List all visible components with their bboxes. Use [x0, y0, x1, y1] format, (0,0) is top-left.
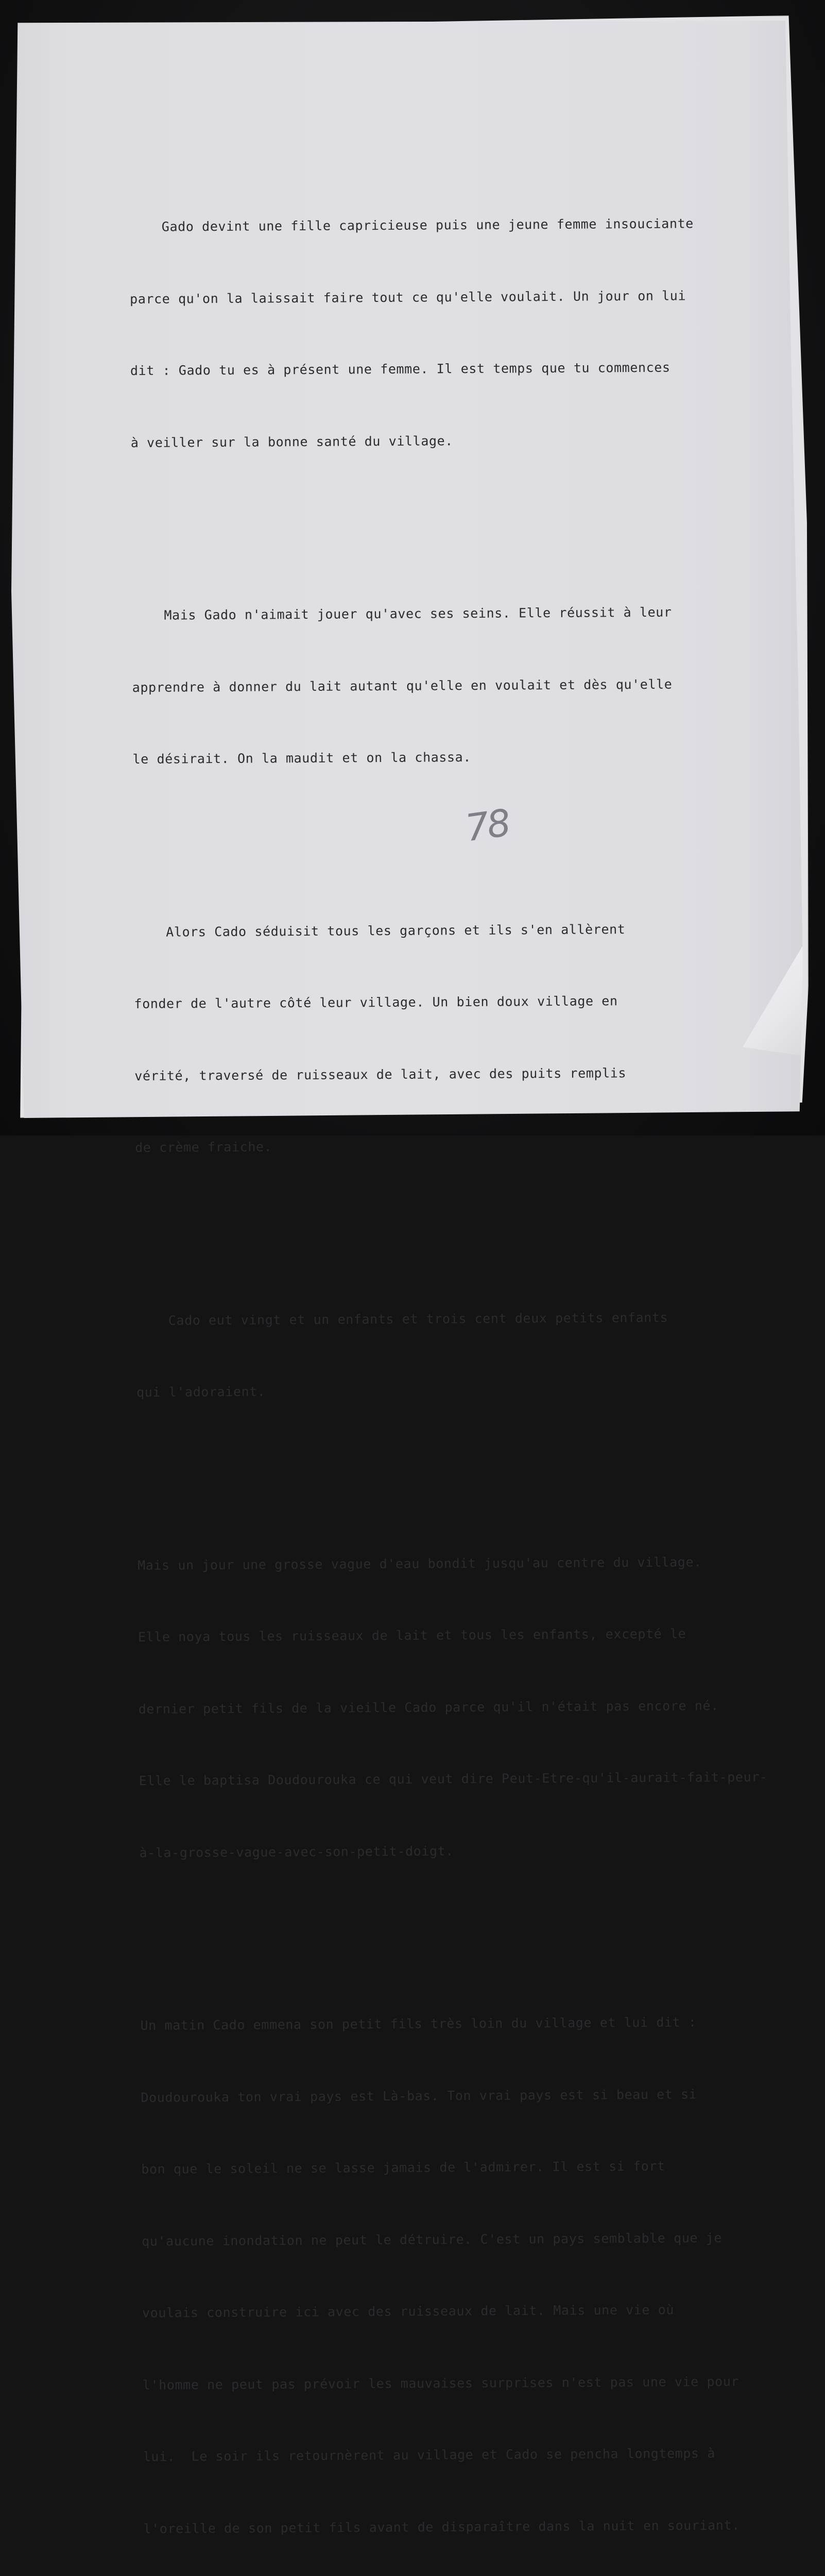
paragraph-5 — [137, 1502, 783, 1913]
text-line: à veiller sur la bonne santé du village. — [130, 433, 453, 450]
text-line: fonder de l'autre côté leur village. Un bien doux village en — [134, 993, 618, 1011]
paragraph-6 — [140, 1962, 787, 2576]
text-line: Mais Gado n'aimait jouer qu'avec ses seins. Elle réussit à leur — [131, 604, 672, 623]
text-line: à-la-grosse-vague-avec-son-petit-doigt. — [139, 1843, 454, 1860]
text-line: apprendre à donner du lait autant qu'elle en voulait et dès qu'elle — [132, 676, 673, 695]
text-line: Alors Cado séduisit tous les garçons et ils s'en allèrent — [133, 921, 626, 940]
text-line: de crème fraiche. — [135, 1139, 272, 1155]
text-line: Gado devint une fille capricieuse puis une jeune femme insouciante — [129, 216, 694, 234]
text-line: dernier petit fils de la vieille Cado parce qu'il n'était pas encore né. — [138, 1698, 719, 1717]
text-line: Doudourouka ton vrai pays est Là-bas. Ton vrai pays est si beau et si — [141, 2086, 697, 2105]
text-line: dit : Gado tu es à présent une femme. Il est temps que tu commences — [130, 360, 671, 378]
paragraph-2 — [131, 552, 777, 819]
paragraph-3 — [133, 869, 779, 1208]
text-line: Un matin Cado emmena son petit fils très loin du village et lui dit : — [140, 2014, 697, 2033]
text-line: Elle noya tous les ruisseaux de lait et tous les enfants, excepté le — [138, 1626, 686, 1645]
text-line: voulais construire ici avec des ruisseaux de lait. Mais une vie où — [142, 2302, 675, 2320]
text-line: l'oreille de son petit fils avant de disparaître dans la nuit en souriant. — [143, 2517, 740, 2536]
paragraph-1 — [129, 163, 775, 503]
text-line: qui l'adoraient. — [136, 1384, 266, 1400]
text-line: bon que le soleil ne se lasse jamais de l'admirer. Il est si fort — [141, 2158, 665, 2177]
text-line: Mais un jour une grosse vague d'eau bondit jusqu'au centre du village. — [138, 1554, 702, 1573]
text-line: Cado eut vingt et un enfants et trois cent deux petits enfants — [136, 1310, 668, 1328]
text-line: le désirait. On la maudit et on la chassa. — [132, 749, 472, 767]
text-line: l'homme ne peut pas prévoir les mauvaises surprises n'est pas une vie pour — [142, 2374, 740, 2393]
paragraph-4 — [136, 1257, 781, 1453]
text-line: parce qu'on la laissait faire tout ce qu'elle voulait. Un jour on lui — [130, 287, 686, 307]
text-line: qu'aucune inondation ne peut le détruire. C'est un pays semblable que je — [142, 2230, 723, 2249]
text-line: lui. Le soir ils retournèrent au village et Cado se pencha longtemps à — [143, 2446, 716, 2464]
text-line: vérité, traversé de ruisseaux de lait, avec des puits remplis — [134, 1065, 627, 1083]
typed-text-block — [129, 115, 788, 2576]
handwritten-page-number: 78 — [462, 801, 512, 850]
text-line: Elle le baptisa Doudourouka ce qui veut dire Peut-Etre-qu'il-aurait-fait-peur- — [139, 1769, 768, 1788]
